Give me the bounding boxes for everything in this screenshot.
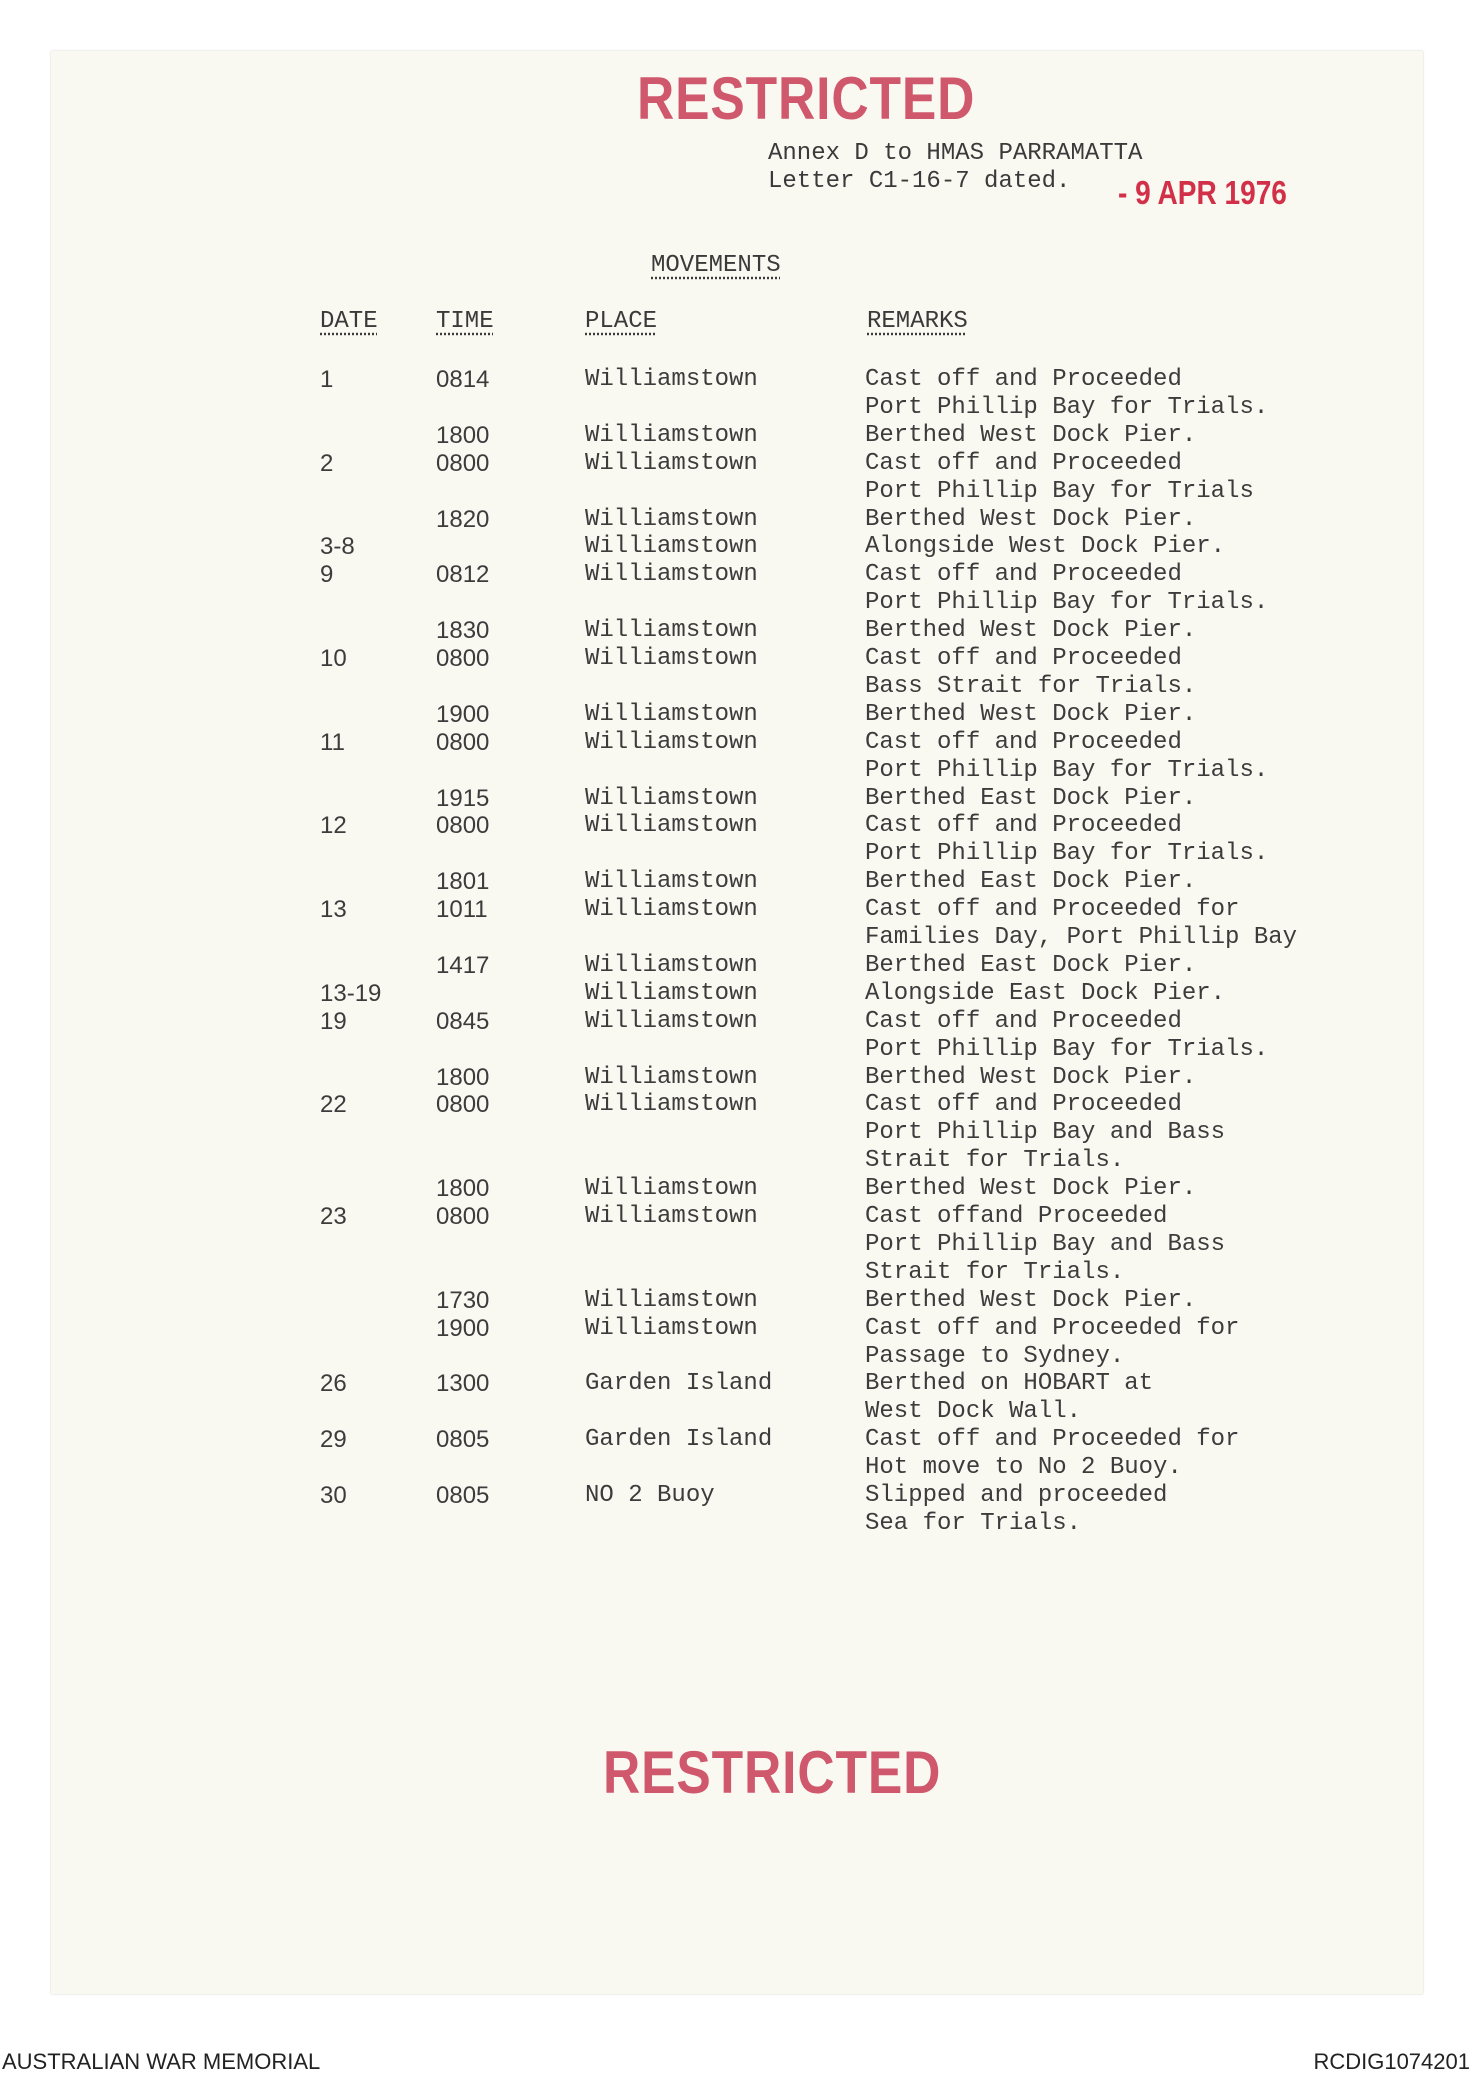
table-row (0, 673, 1478, 701)
cell-remarks: Berthed West Dock Pier. (865, 701, 1197, 728)
table-row (0, 561, 1478, 589)
annex-reference-line: Annex D to HMAS PARRAMATTA (768, 140, 1143, 167)
cell-remarks: Cast off and Proceeded (865, 729, 1182, 756)
cell-place: Williamstown (585, 1175, 758, 1202)
cell-time: 0800 (436, 812, 490, 839)
table-row (0, 840, 1478, 868)
cell-remarks: Port Phillip Bay for Trials. (865, 757, 1269, 784)
table-row (0, 422, 1478, 450)
table-row (0, 924, 1478, 952)
cell-time: 1820 (436, 506, 490, 533)
cell-time: 1915 (436, 785, 490, 812)
date-stamp: - 9 APR 1976 (1118, 174, 1287, 211)
table-row (0, 868, 1478, 896)
cell-remarks: Cast off and Proceeded (865, 645, 1182, 672)
cell-remarks: Port Phillip Bay for Trials. (865, 1036, 1269, 1063)
cell-remarks: West Dock Wall. (865, 1398, 1082, 1425)
cell-remarks: Cast off and Proceeded for (865, 1426, 1240, 1453)
column-header-remarks: REMARKS (867, 308, 968, 335)
cell-date: 2 (320, 450, 334, 477)
cell-remarks: Cast off and Proceeded (865, 450, 1182, 477)
table-row (0, 1426, 1478, 1454)
cell-place: NO 2 Buoy (585, 1482, 715, 1509)
cell-place: Williamstown (585, 1287, 758, 1314)
table-row (0, 1398, 1478, 1426)
cell-time: 1801 (436, 868, 490, 895)
table-row (0, 1064, 1478, 1092)
cell-date: 26 (320, 1370, 347, 1397)
table-row (0, 589, 1478, 617)
cell-remarks: Alongside East Dock Pier. (865, 980, 1226, 1007)
cell-remarks: Port Phillip Bay for Trials. (865, 394, 1269, 421)
table-row (0, 701, 1478, 729)
table-row (0, 1091, 1478, 1119)
cell-place: Garden Island (585, 1426, 773, 1453)
cell-remarks: Berthed East Dock Pier. (865, 785, 1197, 812)
cell-remarks: Berthed East Dock Pier. (865, 868, 1197, 895)
column-header-time: TIME (436, 308, 494, 335)
table-row (0, 980, 1478, 1008)
cell-place: Williamstown (585, 812, 758, 839)
table-row (0, 896, 1478, 924)
cell-remarks: Slipped and proceeded (865, 1482, 1168, 1509)
cell-time: 1800 (436, 1064, 490, 1091)
cell-remarks: Cast off and Proceeded (865, 812, 1182, 839)
cell-place: Williamstown (585, 533, 758, 560)
table-row (0, 1454, 1478, 1482)
cell-date: 30 (320, 1482, 347, 1509)
table-row (0, 506, 1478, 534)
cell-time: 0845 (436, 1008, 490, 1035)
cell-remarks: Port Phillip Bay for Trials (865, 478, 1254, 505)
cell-date: 23 (320, 1203, 347, 1230)
cell-date: 13 (320, 896, 347, 923)
cell-remarks: Port Phillip Bay for Trials. (865, 589, 1269, 616)
table-row (0, 812, 1478, 840)
cell-place: Williamstown (585, 729, 758, 756)
cell-place: Williamstown (585, 1315, 758, 1342)
cell-place: Williamstown (585, 785, 758, 812)
cell-place: Williamstown (585, 617, 758, 644)
cell-remarks: Families Day, Port Phillip Bay (865, 924, 1298, 951)
cell-remarks: Cast off and Proceeded (865, 1091, 1182, 1118)
cell-date: 22 (320, 1091, 347, 1118)
table-row (0, 394, 1478, 422)
cell-time: 0805 (436, 1426, 490, 1453)
cell-remarks: Cast off and Proceeded (865, 561, 1182, 588)
cell-remarks: Strait for Trials. (865, 1259, 1125, 1286)
cell-place: Williamstown (585, 1091, 758, 1118)
table-row (0, 1203, 1478, 1231)
cell-time: 1900 (436, 701, 490, 728)
table-row (0, 1259, 1478, 1287)
cell-place: Williamstown (585, 561, 758, 588)
table-row (0, 1036, 1478, 1064)
cell-date: 19 (320, 1008, 347, 1035)
cell-remarks: Port Phillip Bay and Bass (865, 1231, 1226, 1258)
table-row (0, 1175, 1478, 1203)
cell-remarks: Cast offand Proceeded (865, 1203, 1168, 1230)
cell-remarks: Hot move to No 2 Buoy. (865, 1454, 1182, 1481)
cell-remarks: Cast off and Proceeded (865, 1008, 1182, 1035)
cell-date: 11 (320, 729, 345, 756)
document-title: MOVEMENTS (651, 252, 781, 279)
cell-time: 1730 (436, 1287, 490, 1314)
table-row (0, 952, 1478, 980)
table-row (0, 729, 1478, 757)
cell-place: Williamstown (585, 868, 758, 895)
cell-remarks: Berthed West Dock Pier. (865, 506, 1197, 533)
cell-remarks: Bass Strait for Trials. (865, 673, 1197, 700)
cell-place: Williamstown (585, 701, 758, 728)
table-row (0, 617, 1478, 645)
column-header-place: PLACE (585, 308, 658, 335)
table-row (0, 1482, 1478, 1510)
cell-remarks: Strait for Trials. (865, 1147, 1125, 1174)
table-row (0, 1287, 1478, 1315)
cell-remarks: Berthed West Dock Pier. (865, 617, 1197, 644)
table-row (0, 478, 1478, 506)
letter-reference-line: Letter C1-16-7 dated. (768, 168, 1071, 195)
cell-remarks: Port Phillip Bay and Bass (865, 1119, 1226, 1146)
cell-time: 0812 (436, 561, 490, 588)
cell-time: 1800 (436, 1175, 490, 1202)
cell-remarks: Berthed West Dock Pier. (865, 1064, 1197, 1091)
table-row (0, 366, 1478, 394)
cell-time: 1300 (436, 1370, 490, 1397)
cell-remarks: Berthed West Dock Pier. (865, 422, 1197, 449)
cell-remarks: Cast off and Proceeded for (865, 896, 1240, 923)
restricted-stamp-top: RESTRICTED (637, 65, 976, 132)
table-row (0, 1343, 1478, 1371)
table-row (0, 1315, 1478, 1343)
table-row (0, 1147, 1478, 1175)
cell-place: Williamstown (585, 506, 758, 533)
cell-time: 0800 (436, 1091, 490, 1118)
cell-remarks: Cast off and Proceeded for (865, 1315, 1240, 1342)
cell-time: 0814 (436, 366, 490, 393)
cell-place: Williamstown (585, 1064, 758, 1091)
cell-date: 10 (320, 645, 347, 672)
cell-remarks: Passage to Sydney. (865, 1343, 1125, 1370)
table-row (0, 785, 1478, 813)
table-row (0, 757, 1478, 785)
archive-reference-id: RCDIG1074201 (1313, 2049, 1470, 2074)
cell-time: 0800 (436, 729, 490, 756)
cell-place: Williamstown (585, 896, 758, 923)
cell-time: 1830 (436, 617, 490, 644)
cell-remarks: Berthed on HOBART at (865, 1370, 1154, 1397)
cell-time: 1900 (436, 1315, 490, 1342)
cell-place: Williamstown (585, 980, 758, 1007)
table-row (0, 533, 1478, 561)
table-row (0, 1119, 1478, 1147)
cell-remarks: Alongside West Dock Pier. (865, 533, 1226, 560)
cell-place: Williamstown (585, 366, 758, 393)
cell-remarks: Berthed East Dock Pier. (865, 952, 1197, 979)
cell-date: 3-8 (320, 533, 355, 560)
cell-remarks: Port Phillip Bay for Trials. (865, 840, 1269, 867)
cell-remarks: Sea for Trials. (865, 1510, 1082, 1537)
cell-place: Williamstown (585, 422, 758, 449)
table-row (0, 450, 1478, 478)
cell-place: Williamstown (585, 952, 758, 979)
cell-remarks: Berthed West Dock Pier. (865, 1287, 1197, 1314)
cell-time: 1800 (436, 422, 490, 449)
table-row (0, 1370, 1478, 1398)
cell-date: 12 (320, 812, 347, 839)
cell-place: Williamstown (585, 645, 758, 672)
cell-place: Williamstown (585, 450, 758, 477)
cell-time: 0800 (436, 450, 490, 477)
table-row (0, 1231, 1478, 1259)
cell-date: 1 (320, 366, 334, 393)
column-header-date: DATE (320, 308, 378, 335)
cell-date: 29 (320, 1426, 347, 1453)
cell-time: 0805 (436, 1482, 490, 1509)
cell-place: Garden Island (585, 1370, 773, 1397)
table-row (0, 1008, 1478, 1036)
cell-time: 1011 (436, 896, 488, 923)
table-row (0, 1510, 1478, 1538)
cell-place: Williamstown (585, 1008, 758, 1035)
table-row (0, 645, 1478, 673)
cell-place: Williamstown (585, 1203, 758, 1230)
cell-remarks: Berthed West Dock Pier. (865, 1175, 1197, 1202)
cell-date: 9 (320, 561, 334, 588)
restricted-stamp-bottom: RESTRICTED (603, 1739, 942, 1806)
cell-date: 13-19 (320, 980, 382, 1007)
cell-remarks: Cast off and Proceeded (865, 366, 1182, 393)
cell-time: 0800 (436, 645, 490, 672)
cell-time: 0800 (436, 1203, 490, 1230)
cell-time: 1417 (436, 952, 490, 979)
archive-credit: AUSTRALIAN WAR MEMORIAL (2, 2049, 321, 2074)
